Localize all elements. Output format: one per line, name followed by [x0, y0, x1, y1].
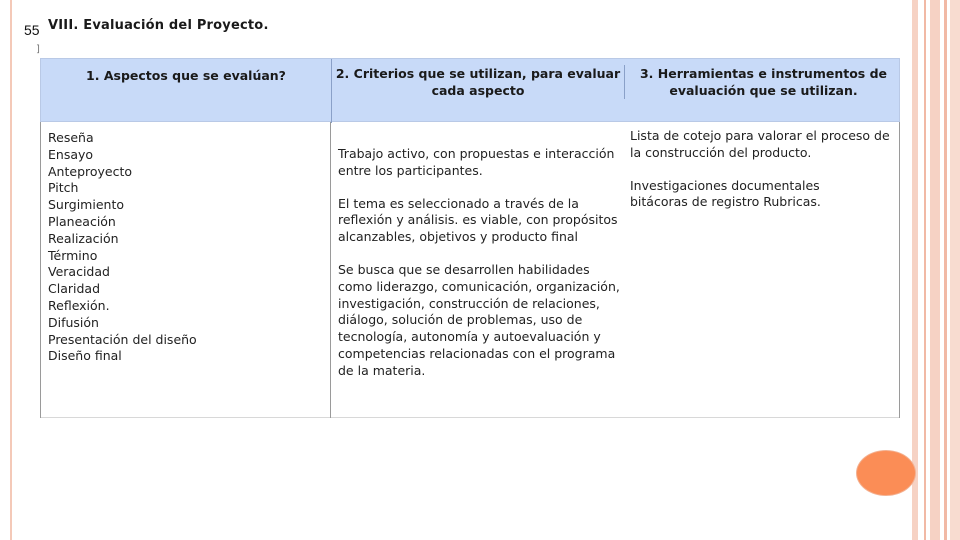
cell-border [40, 122, 41, 418]
table-body-row [40, 122, 900, 418]
tools-paragraph: Lista de cotejo para valorar el proceso de la construcción del producto. [630, 128, 890, 160]
table-header-row [40, 58, 900, 122]
list-item: Presentación del diseño [48, 331, 197, 347]
list-item: Veracidad [48, 264, 110, 280]
stripe [950, 0, 960, 540]
small-mark: ] [36, 44, 40, 55]
list-item: Diseño final [48, 348, 122, 364]
list-item: Pitch [48, 180, 79, 196]
criteria-paragraph: Se busca que se desarrollen habilidades como liderazgo, comunicación, organización, investigación, construcción de relaciones, diálogo, solución de problemas, uso de tecnología, autonomía y autoevaluación y competencias relacionadas con el programa de la materia. [338, 261, 620, 378]
stripe [912, 0, 918, 540]
slide-border-left [10, 0, 12, 540]
stripe [924, 0, 926, 540]
list-item: Surgimiento [48, 197, 124, 213]
page-title: VIII. Evaluación del Proyecto. [48, 18, 269, 33]
list-item: Ensayo [48, 146, 94, 162]
header-aspects: 1. Aspectos que se evalúan? [86, 68, 286, 83]
list-item: Realización [48, 230, 119, 246]
cell-border [899, 122, 900, 418]
tools-paragraph: Investigaciones documentales bitácoras de registro Rubricas. [630, 177, 821, 210]
page-number: 55 [24, 22, 40, 38]
stripe [930, 0, 940, 540]
list-item: Difusión [48, 314, 99, 330]
list-item: Planeación [48, 213, 116, 229]
list-item: Reflexión. [48, 297, 110, 313]
header-divider [624, 65, 625, 99]
list-item: Término [48, 247, 98, 263]
evaluation-table [40, 58, 900, 418]
cell-border [330, 122, 331, 418]
list-item: Reseña [48, 130, 94, 145]
list-item: Anteproyecto [48, 163, 133, 179]
header-criteria: 2. Criterios que se utilizan, para evaluar cada aspecto [335, 66, 621, 98]
criteria-column [338, 146, 623, 380]
decorative-stripes [912, 0, 960, 540]
list-item: Claridad [48, 281, 101, 297]
criteria-paragraph: Trabajo activo, con propuestas e interacción entre los participantes. [338, 146, 615, 178]
header-divider [331, 59, 332, 123]
aspects-column [48, 130, 197, 365]
orange-circle-decoration [856, 450, 916, 496]
tools-column [630, 128, 895, 227]
header-tools: 3. Herramientas e instrumentos de evaluación que se utilizan. [639, 66, 888, 98]
criteria-paragraph: El tema es seleccionado a través de la reflexión y análisis. es viable, con propósitos alcanzables, objetivos y producto final [338, 195, 618, 245]
stripe [944, 0, 947, 540]
